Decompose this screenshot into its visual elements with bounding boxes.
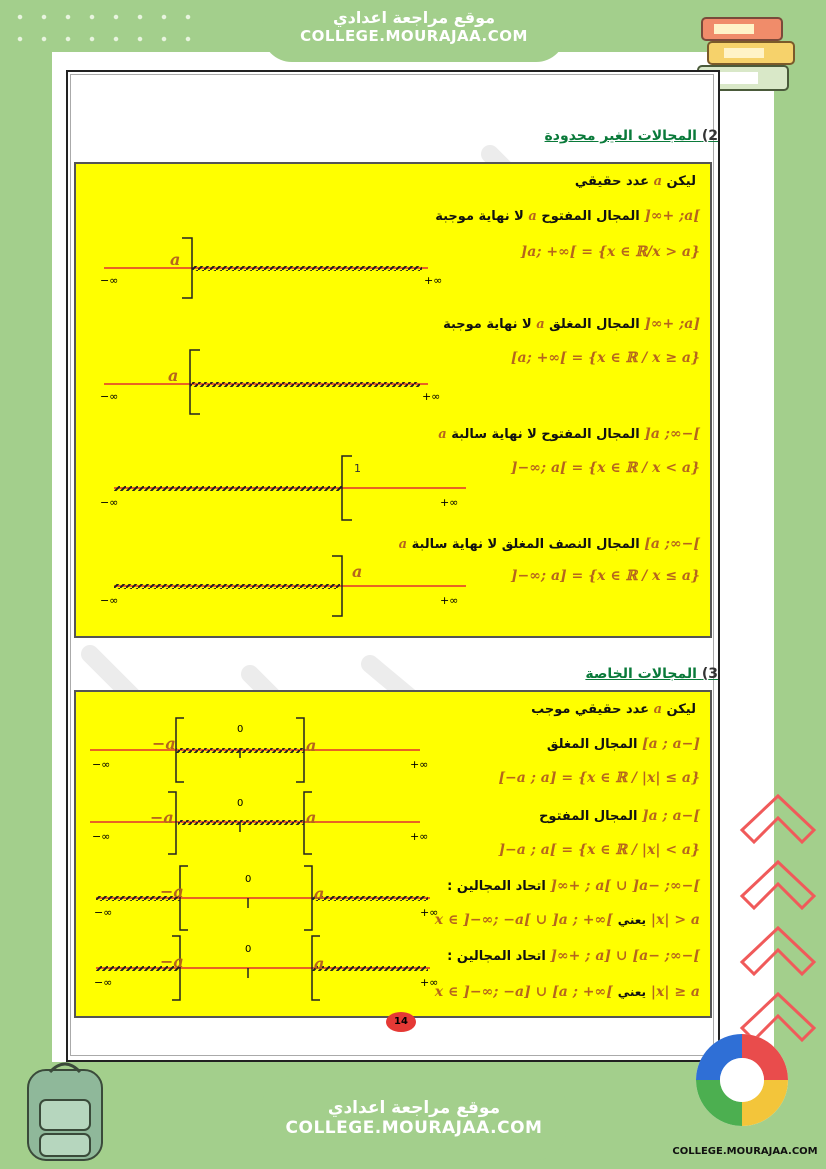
- footer-site-badge[interactable]: [262, 1076, 566, 1160]
- s3-l1-zero: 0: [237, 724, 244, 735]
- minus-inf-4: −∞: [100, 594, 119, 607]
- s3-l4-zero: 0: [245, 944, 252, 955]
- minus-inf-2: −∞: [100, 390, 119, 403]
- chevron-up-icons: [738, 790, 818, 1050]
- header-site-arabic: موقع مراجعة اعدادي: [332, 8, 496, 27]
- plus-inf-1: +∞: [424, 274, 443, 287]
- section3-number: 3): [701, 666, 718, 682]
- s3-l2-minus-inf: −∞: [92, 830, 111, 843]
- s3-l1-plus-inf: +∞: [410, 758, 429, 771]
- page-number: 14: [386, 1012, 416, 1032]
- union-closed-label: ]−∞; −a] ∪ [a ; +∞[ اتحاد المجالين :: [447, 948, 700, 964]
- interval-open-minus-label: ]−∞; a[ المجال المفتوح لا نهاية سالبة a: [438, 426, 700, 442]
- marker-a-2: a: [168, 366, 179, 385]
- footer-site-arabic: موقع مراجعة اعدادي: [327, 1098, 501, 1118]
- special-open-definition: ]−a ; a[ = {x ∈ ℝ / |x| < a}: [498, 842, 700, 858]
- interval-halfclosed-minus-label: ]−∞; a] المجال النصف المغلق لا نهاية سالبة a: [398, 536, 700, 552]
- union-open-label: ]−∞; −a[ ∪ ]a ; +∞[ اتحاد المجالين :: [447, 878, 700, 894]
- marker-1-3: 1: [354, 462, 361, 475]
- union-closed-definition: x ∈ ]−∞; −a] ∪ [a ; +∞[ يعني |x| ≥ a: [434, 984, 700, 1000]
- plus-inf-2: +∞: [422, 390, 441, 403]
- special-line-1: [90, 718, 420, 782]
- interval-closed-plus-definition: [a; +∞[ = {x ∈ ℝ / x ≥ a}: [510, 350, 700, 366]
- s3-l1-left: −a: [152, 734, 176, 753]
- plus-inf-4: +∞: [440, 594, 459, 607]
- s3-l1-right: a: [306, 736, 317, 755]
- footer-site-url[interactable]: COLLEGE.MOURAJAA.COM: [285, 1118, 543, 1138]
- s3-l1-minus-inf: −∞: [92, 758, 111, 771]
- s3-l3-left: −a: [160, 882, 184, 901]
- s3-l2-right: a: [306, 808, 317, 827]
- logo-site-url[interactable]: COLLEGE.MOURAJAA.COM: [672, 1146, 818, 1157]
- special-closed-definition: [−a ; a] = {x ∈ ℝ / |x| ≤ a}: [498, 770, 700, 786]
- interval-halfclosed-minus-definition: ]−∞; a] = {x ∈ ℝ / x ≤ a}: [510, 568, 700, 584]
- s3-l3-minus-inf: −∞: [94, 906, 113, 919]
- union-open-definition: x ∈ ]−∞; −a[ ∪ ]a ; +∞[ يعني |x| > a: [434, 912, 700, 928]
- s3-l2-plus-inf: +∞: [410, 830, 429, 843]
- marker-a-4: a: [352, 562, 363, 581]
- section2-title-text: المجالات الغير محدودة: [544, 128, 697, 144]
- header-site-url[interactable]: COLLEGE.MOURAJAA.COM: [300, 27, 528, 45]
- special-open-label: ]−a ; a[ المجال المفتوح: [539, 808, 700, 824]
- special-line-2: [90, 792, 420, 854]
- special-line-3: [96, 866, 430, 930]
- s3-l2-left: −a: [150, 808, 174, 827]
- s3-l4-left: −a: [160, 952, 184, 971]
- special-line-4: [96, 936, 430, 1000]
- s3-l2-zero: 0: [237, 798, 244, 809]
- interval-open-minus-definition: ]−∞; a[ = {x ∈ ℝ / x < a}: [510, 460, 700, 476]
- marker-a-1: a: [170, 250, 181, 269]
- section3-title-text: المجالات الخاصة: [585, 666, 697, 682]
- section3-intro: ليكن a عدد حقيقي موجب: [531, 702, 696, 717]
- site-logo-icon[interactable]: [694, 1024, 794, 1144]
- section2-intro: ليكن a عدد حقيقي: [574, 174, 696, 189]
- interval-open-plus-label: ]a; +∞[ المجال المفتوح a لا نهاية موجبة: [435, 208, 700, 224]
- s3-l3-plus-inf: +∞: [420, 906, 439, 919]
- interval-closed-plus-label: [a; +∞[ المجال المغلق a لا نهاية موجبة: [443, 316, 700, 332]
- s3-l4-right: a: [314, 954, 325, 973]
- section2-number: 2): [701, 128, 718, 144]
- s3-l3-right: a: [314, 884, 325, 903]
- backpack-icon: [10, 1060, 120, 1165]
- interval-open-plus-definition: ]a; +∞[ = {x ∈ ℝ/x > a}: [520, 244, 700, 260]
- s3-l3-zero: 0: [245, 874, 252, 885]
- s3-l4-plus-inf: +∞: [420, 976, 439, 989]
- s3-l4-minus-inf: −∞: [94, 976, 113, 989]
- plus-inf-3: +∞: [440, 496, 459, 509]
- special-closed-label: [−a ; a] المجال المغلق: [546, 736, 700, 752]
- minus-inf-1: −∞: [100, 274, 119, 287]
- minus-inf-3: −∞: [100, 496, 119, 509]
